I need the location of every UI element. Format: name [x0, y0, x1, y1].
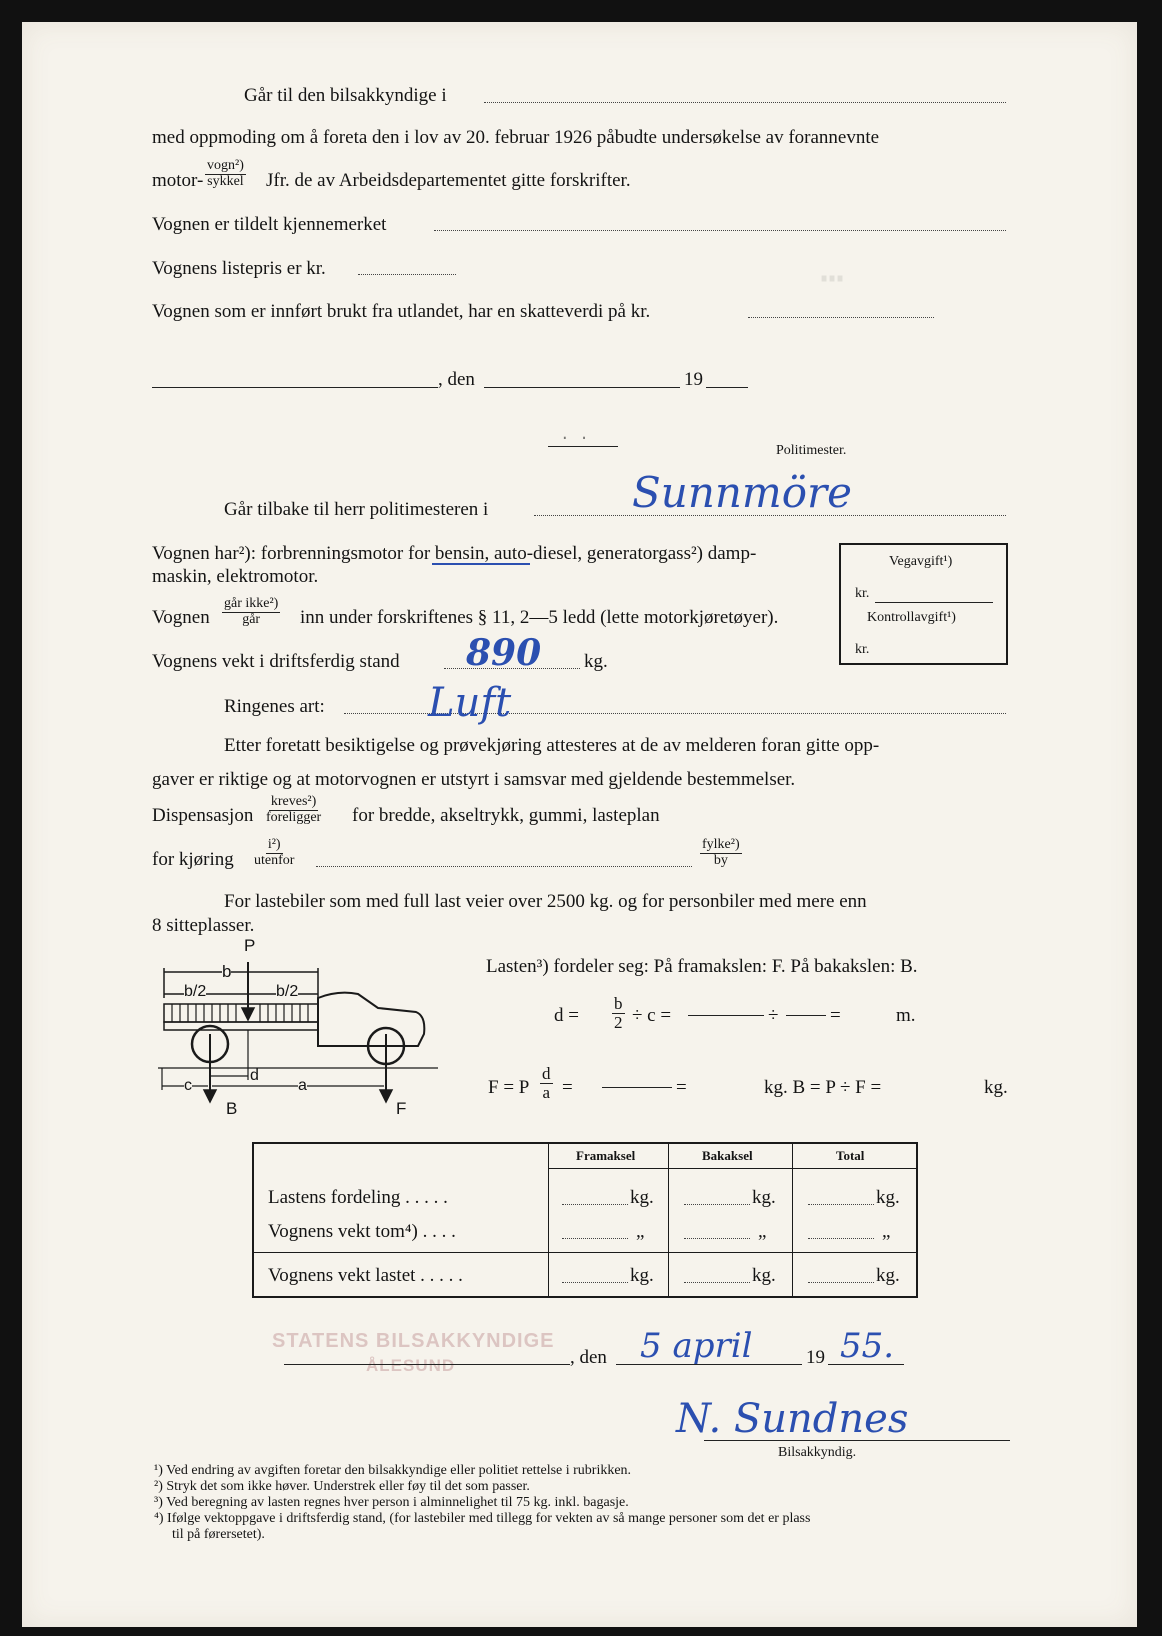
- request-text: med oppmoding om å foreta den i lov av 20. februar 1926 påbudte undersøkelse av forannevnte: [152, 127, 880, 148]
- vegavgift-label: Vegavgift¹): [889, 554, 953, 569]
- header-total: Total: [836, 1148, 865, 1163]
- diagram-label-b-half-left: b/2: [184, 983, 207, 1000]
- motor-frac-top: vogn²): [207, 158, 244, 173]
- disp-text: for bredde, akseltrykk, gummi, lasteplan: [352, 805, 660, 826]
- kjennemerke-label: Vognen er tildelt kjennemerket: [152, 214, 387, 235]
- table-header-divider: [548, 1168, 916, 1169]
- forskrift-text: inn under forskriftenes § 11, 2—5 ledd (lette motorkjøretøyer).: [300, 607, 779, 628]
- vekt-kg: kg.: [584, 651, 608, 672]
- kjoring-field[interactable]: [316, 866, 692, 867]
- unit-fordeling-bak: kg.: [752, 1187, 776, 1208]
- politimester-label: Politimester.: [776, 443, 847, 458]
- bilsakkyndig-label: Bilsakkyndig.: [778, 1445, 857, 1460]
- kontrollavgift-kr: kr.: [855, 642, 870, 657]
- table-col-divider-3: [792, 1144, 793, 1296]
- unit-tom-total: „: [882, 1221, 891, 1242]
- unit-tom-bak: „: [758, 1221, 767, 1242]
- motor-suffix: Jfr. de av Arbeidsdepartementet gitte forskrifter.: [266, 170, 631, 191]
- motor-prefix: motor-: [152, 170, 204, 191]
- attest-line1: Etter foretatt besiktigelse og prøvekjøring attesteres at de av melderen foran gitte opp-: [224, 735, 880, 756]
- footnote-2: ²) Stryk det som ikke høver. Understrek eller føy til det som passer.: [154, 1479, 530, 1494]
- formula-b: b: [614, 994, 623, 1013]
- formula-kg-end: kg.: [984, 1077, 1008, 1098]
- diagram-label-b-half-right: b/2: [276, 983, 299, 1000]
- handwritten-tires: Luft: [428, 680, 512, 726]
- truck-chassis: [164, 1022, 318, 1030]
- police-signature-line[interactable]: [548, 446, 618, 447]
- cell-fordeling-fram[interactable]: [562, 1204, 628, 1205]
- diagram-label-P: P: [244, 936, 256, 955]
- footnote-3: ³) Ved beregning av lasten regnes hver person i alminnelighet til 75 kg. inkl. bagasje.: [154, 1495, 629, 1510]
- lastebiler-line1: For lastebiler som med full last veier over 2500 kg. og for personbiler med mere enn: [224, 891, 867, 912]
- load-arrow-P-head: [242, 1008, 254, 1020]
- avgift-box: [839, 543, 1008, 665]
- cell-tom-total[interactable]: [808, 1238, 874, 1239]
- footnote-4: ⁴) Ifølge vektoppgave i driftsferdig stand, (for lastebiler med tillegg for vekten av så mange personer som det er plass: [154, 1511, 811, 1526]
- truck-load-diagram: [158, 938, 458, 1113]
- cargo-hatching: [172, 1004, 308, 1022]
- ringenes-label: Ringenes art:: [224, 696, 325, 717]
- formula-2: 2: [614, 1012, 623, 1032]
- motor-frac-bottom: sykkel: [207, 173, 244, 189]
- table-row-divider: [254, 1252, 916, 1253]
- vegavgift-field[interactable]: [875, 602, 993, 603]
- attest-line2: gaver er riktige og at motorvognen er utstyrt i samsvar med gjeldende bestemmelser.: [152, 769, 796, 790]
- skatteverdi-label: Vognen som er innført brukt fra utlandet, har en skatteverdi på kr.: [152, 301, 651, 322]
- diagram-label-d: d: [250, 1067, 259, 1084]
- footnote-4-cont: til på førersetet).: [172, 1527, 265, 1542]
- police-year-prefix: 19: [684, 369, 703, 390]
- signature-year-prefix: 19: [806, 1347, 825, 1368]
- motor-fraction: [205, 159, 246, 189]
- unit-lastet-fram: kg.: [630, 1265, 654, 1286]
- handwritten-weight: 890: [466, 632, 542, 674]
- disp-frac-bottom: foreligger: [266, 809, 322, 825]
- formula-c-field[interactable]: [688, 1015, 764, 1016]
- fylke-fraction: [700, 838, 742, 868]
- kjoring-label: for kjøring: [152, 849, 234, 870]
- unit-lastet-bak: kg.: [752, 1265, 776, 1286]
- row-vekt-lastet: Vognens vekt lastet . . . . .: [268, 1265, 463, 1286]
- diagram-label-F: F: [396, 1099, 407, 1118]
- arrow-F-head: [380, 1090, 392, 1102]
- vognen-har-line1: Vognen har²): forbrenningsmotor for bensin, auto-diesel, generatorgass²) damp-: [152, 543, 757, 564]
- kjennemerke-field[interactable]: [434, 230, 1006, 231]
- cell-tom-fram[interactable]: [562, 1238, 628, 1239]
- lasten-text: Lasten³) fordeler seg: På framakslen: F. På bakakslen: B.: [486, 956, 918, 977]
- handwritten-year: 55.: [840, 1326, 895, 1366]
- gaar-fraction: [222, 597, 280, 627]
- stamp-line1: STATENS BILSAKKYNDIGE: [272, 1330, 555, 1352]
- police-year-field[interactable]: [706, 387, 748, 388]
- handwritten-signature: N. Sundnes: [676, 1396, 909, 1442]
- police-place-field[interactable]: [152, 387, 438, 388]
- fylke-frac-bottom: by: [713, 852, 728, 868]
- disp-fraction: [264, 795, 323, 825]
- formula-minus-c: ÷ c =: [632, 1005, 672, 1026]
- unit-fordeling-total: kg.: [876, 1187, 900, 1208]
- formula-frac-a: a: [542, 1082, 551, 1102]
- underline-bensin: [432, 563, 530, 565]
- vekt-label: Vognens vekt i driftsferdig stand: [152, 651, 400, 672]
- arrow-B-head: [204, 1090, 216, 1102]
- tilbake-label: Går tilbake til herr politimesteren i: [224, 499, 489, 520]
- kjoring-fraction: [252, 838, 296, 868]
- diagram-label-a: a: [298, 1077, 307, 1094]
- formula-frac-d: d: [542, 1064, 551, 1083]
- line1-label: Går til den bilsakkyndige i: [244, 85, 447, 106]
- formula-d: d =: [554, 1005, 579, 1026]
- diagram-label-b: b: [222, 962, 232, 981]
- formula-kg-B: kg. B = P ÷ F =: [764, 1077, 882, 1098]
- table-col-divider-1: [548, 1144, 549, 1296]
- diagram-label-c: c: [184, 1077, 192, 1094]
- vognen-word: Vognen: [152, 607, 210, 628]
- table-col-divider-2: [668, 1144, 669, 1296]
- formula-F: F = P: [488, 1077, 530, 1098]
- bilsakkyndig-place-field[interactable]: [484, 102, 1006, 103]
- formula-div: ÷: [768, 1005, 779, 1026]
- kjoring-frac-bottom: utenfor: [254, 852, 295, 868]
- fylke-frac-top: fylke²): [702, 837, 740, 852]
- unit-fordeling-fram: kg.: [630, 1187, 654, 1208]
- signature-place-field[interactable]: [284, 1364, 570, 1365]
- cell-fordeling-total[interactable]: [808, 1204, 874, 1205]
- row-lastens-fordeling: Lastens fordeling . . . . .: [268, 1187, 448, 1208]
- stamp-line2: ÅLESUND: [366, 1356, 456, 1375]
- vegavgift-kr: kr.: [855, 586, 870, 601]
- cell-tom-bak[interactable]: [684, 1238, 750, 1239]
- formula-d-over-a: [540, 1065, 553, 1102]
- diagram-label-B: B: [226, 1099, 238, 1118]
- footnote-1: ¹) Ved endring av avgiften foretar den bilsakkyndige eller politiet rettelse i rubrikken.: [154, 1463, 632, 1478]
- lastebiler-line2: 8 sitteplasser.: [152, 915, 255, 936]
- header-framaksel: Framaksel: [576, 1148, 636, 1163]
- dispensasjon-label: Dispensasjon: [152, 805, 254, 826]
- handwritten-place: Sunnmöre: [632, 468, 852, 517]
- vognen-har-line2: maskin, elektromotor.: [152, 566, 319, 587]
- kjoring-frac-top: i²): [267, 837, 281, 852]
- row-vekt-tom: Vognens vekt tom⁴) . . . .: [268, 1221, 456, 1242]
- bleedthrough-mark: ⋯: [820, 259, 845, 304]
- kontrollavgift-label: Kontrollavgift¹): [867, 610, 956, 625]
- police-date-field[interactable]: [484, 387, 680, 388]
- unit-tom-fram: „: [636, 1221, 645, 1242]
- cell-fordeling-bak[interactable]: [684, 1204, 750, 1205]
- cargo-bed: [164, 1004, 318, 1022]
- cell-lastet-total[interactable]: [808, 1282, 874, 1283]
- gaar-frac-top: går ikke²): [224, 596, 279, 611]
- unit-lastet-total: kg.: [876, 1265, 900, 1286]
- header-bakaksel: Bakaksel: [702, 1148, 753, 1163]
- formula-eq-1: =: [562, 1077, 573, 1098]
- listepris-field[interactable]: [358, 274, 456, 275]
- police-den-label: , den: [438, 369, 475, 390]
- gaar-frac-bottom: går: [242, 611, 261, 627]
- cell-lastet-fram[interactable]: [562, 1282, 628, 1283]
- weight-table: [252, 1142, 918, 1298]
- formula-m: m.: [896, 1005, 916, 1026]
- typed-initials: . .: [560, 426, 589, 444]
- cell-lastet-bak[interactable]: [684, 1282, 750, 1283]
- handwritten-date: 5 april: [640, 1326, 753, 1366]
- formula-eq-2: =: [676, 1077, 687, 1098]
- signature-den-label: , den: [570, 1347, 607, 1368]
- formula-div-field[interactable]: [786, 1015, 826, 1016]
- listepris-label: Vognens listepris er kr.: [152, 258, 326, 279]
- formula-F-field[interactable]: [602, 1087, 672, 1088]
- disp-frac-top: kreves²): [270, 794, 317, 809]
- formula-eq: =: [830, 1005, 841, 1026]
- skatteverdi-field[interactable]: [748, 317, 934, 318]
- formula-b-over-2: [612, 995, 625, 1032]
